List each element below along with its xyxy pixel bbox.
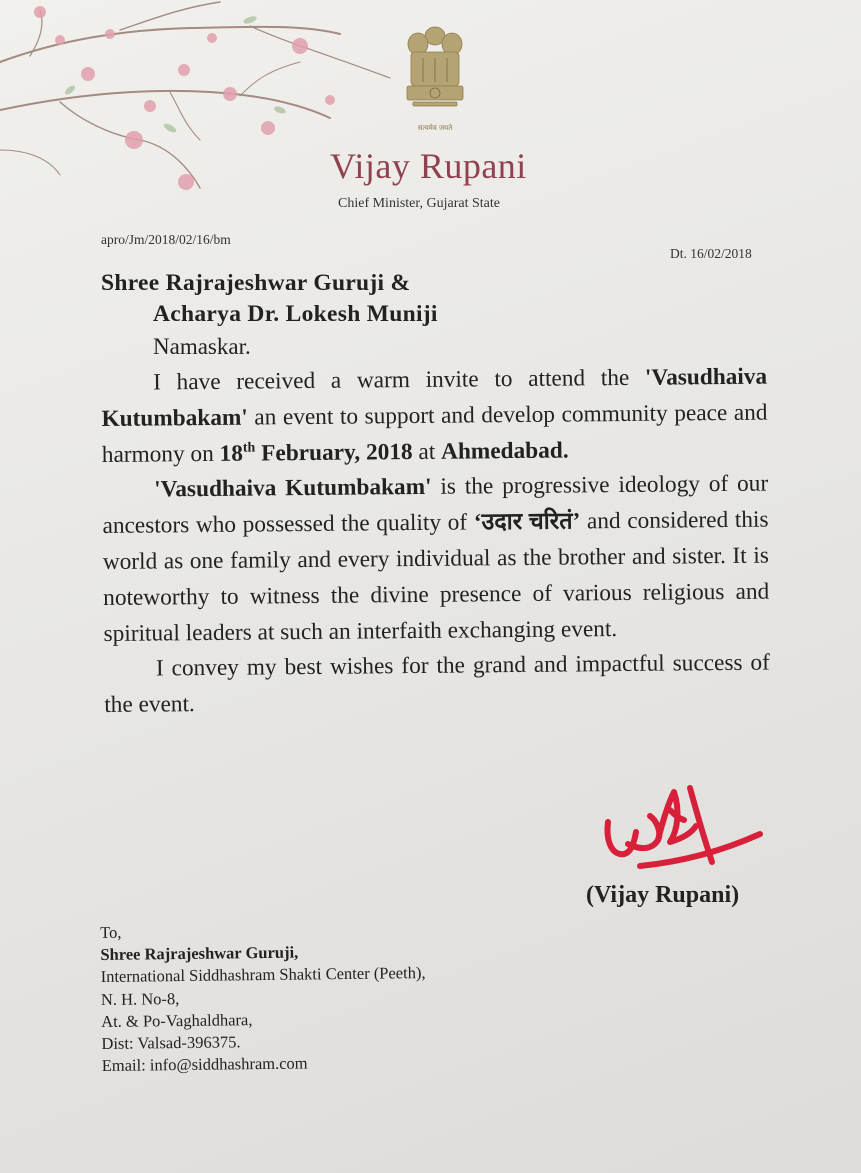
address-email: Email: info@siddhashram.com (101, 1053, 308, 1076)
signatory-name: (Vijay Rupani) (586, 882, 740, 908)
reference-number: apro/Jm/2018/02/16/bm (101, 232, 231, 247)
address-to: To, (100, 922, 122, 942)
event-date: 18th February, 2018 (219, 438, 413, 467)
recipient-address (100, 918, 427, 1077)
body-paragraph-1: I have received a warm invite to attend the 'Vasudhaiva Kutumbakam' an event to support and develop community peace and harmony on 18th February, 2018 at Ahmedabad. (101, 363, 768, 468)
addressee-line-2: Acharya Dr. Lokesh Muniji (153, 301, 438, 327)
address-line-3: At. & Po-Vaghaldhara, (101, 1009, 253, 1031)
letter-date: Dt. 16/02/2018 (670, 246, 752, 261)
address-name: Shree Rajrajeshwar Guruji, (100, 942, 299, 965)
emblem-motto: सत्यमेव जयते (417, 124, 453, 132)
body-paragraph-2: 'Vasudhaiva Kutumbakam' is the progressive ideology of our ancestors who possessed the quality of ‘उदार चरितं’ and considered this world as one family and every individual as the brother and sister. It is noteworthy to witness the divine presence of various religious and spiritual leaders at such an interfaith exchanging event. (102, 470, 770, 647)
state-emblem-icon (399, 22, 471, 124)
event-place: Ahmedabad. (440, 437, 569, 465)
event-name: 'Vasudhaiva Kutumbakam' (101, 363, 768, 432)
address-line-4: Dist: Valsad-396375. (101, 1032, 241, 1054)
sender-name: Vijay Rupani (330, 146, 527, 186)
addressee-line-1: Shree Rajrajeshwar Guruji & (101, 270, 411, 296)
address-line-1: International Siddhashram Shakti Center (Peeth), (100, 963, 426, 987)
sender-title: Chief Minister, Gujarat State (338, 196, 500, 211)
cherry-blossom-decoration (0, 0, 420, 220)
address-line-2: N. H. No-8, (100, 988, 180, 1009)
handwritten-signature (600, 780, 770, 880)
hindi-phrase: ‘उदार चरितं’ (473, 508, 581, 536)
letter-body (101, 360, 770, 724)
body-paragraph-3: I convey my best wishes for the grand and impactful success of the event. (104, 649, 771, 719)
greeting: Namaskar. (153, 334, 251, 359)
